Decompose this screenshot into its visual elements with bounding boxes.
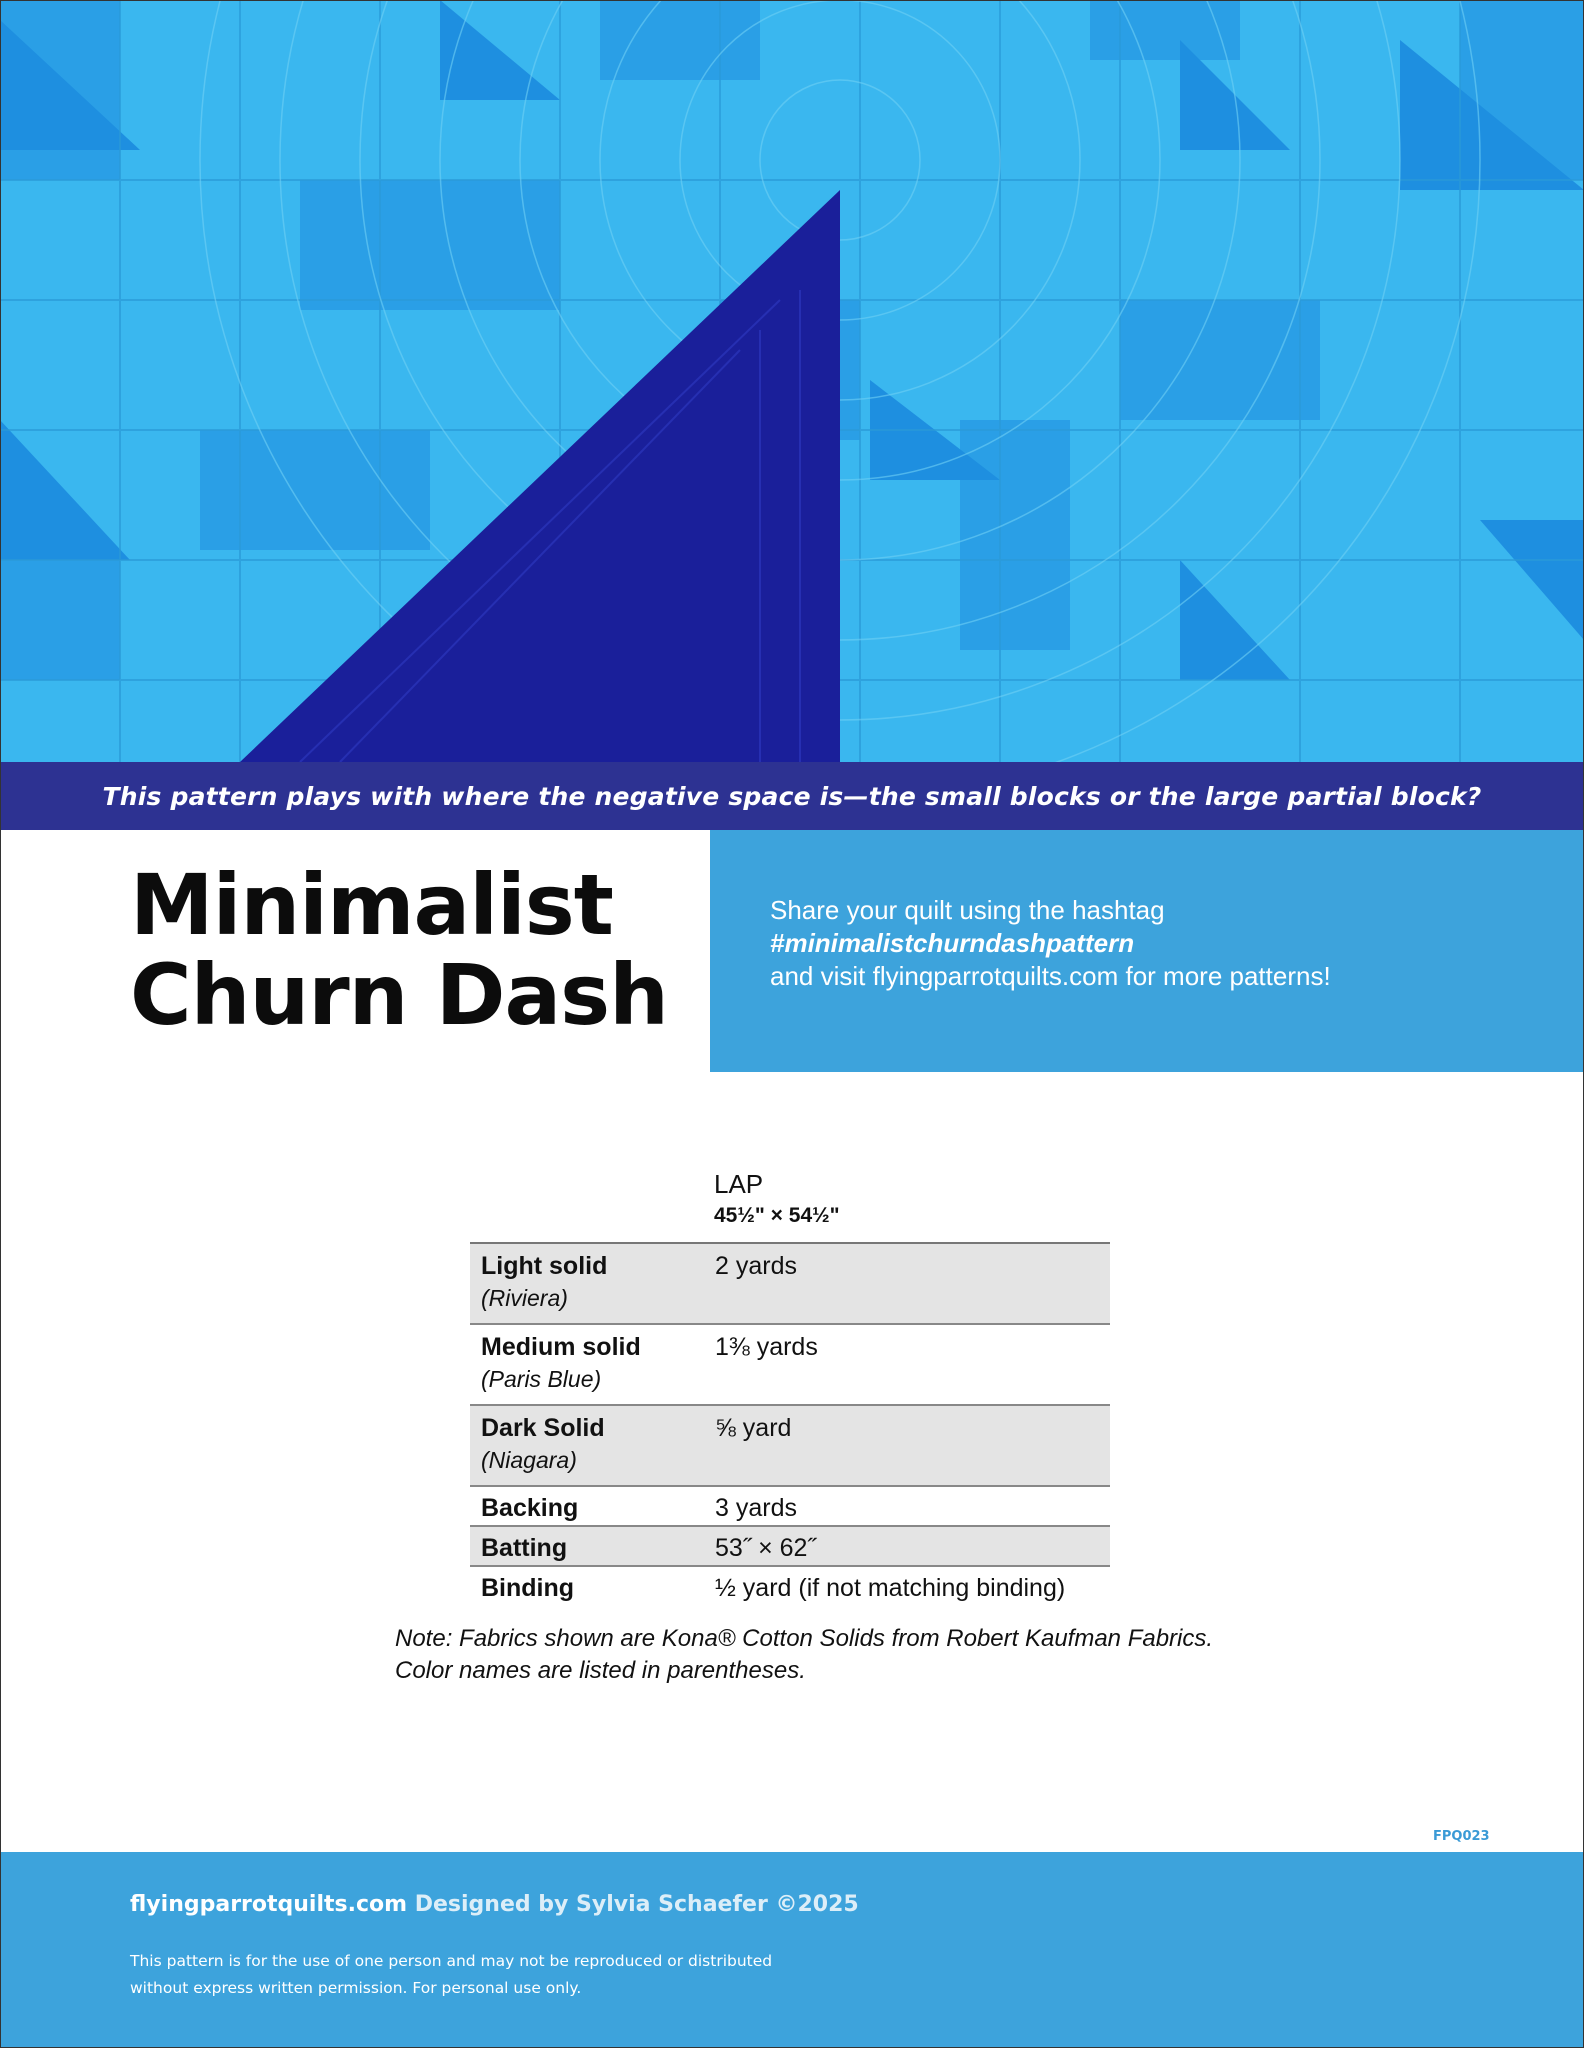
- table-row: [470, 1324, 1110, 1405]
- pattern-code: FPQ023: [1433, 1829, 1490, 1844]
- visit-text: and visit flyingparrotquilts.com for more patterns!: [770, 961, 1331, 991]
- designer-credit: Designed by Sylvia Schaefer ©2025: [414, 1892, 859, 1917]
- legal-notice: [130, 1948, 772, 2002]
- table-row: [470, 1243, 1110, 1324]
- pattern-title: [130, 856, 690, 1044]
- fabric-quantity: ½ yard (if not matching binding): [715, 1574, 1066, 1602]
- table-row: [470, 1486, 1110, 1526]
- table-row: [470, 1405, 1110, 1486]
- note-line-1: Note: Fabrics shown are Kona® Cotton Solids from Robert Kaufman Fabrics.: [395, 1625, 1214, 1652]
- fabric-name: Backing: [481, 1494, 579, 1522]
- quilt-photo: [0, 0, 1584, 762]
- fabric-name: Binding: [481, 1574, 575, 1602]
- footer-credit: [130, 1892, 859, 1917]
- size-dimensions: 45½" × 54½": [714, 1204, 840, 1227]
- fabric-name: Dark Solid: [481, 1414, 605, 1442]
- fabric-quantity: 3 yards: [715, 1494, 797, 1522]
- size-name: LAP: [714, 1169, 764, 1199]
- title-line-1: Minimalist: [130, 856, 613, 954]
- legal-line-1: This pattern is for the use of one person and may not be reproduced or distributed: [130, 1952, 773, 1970]
- table-row: [470, 1566, 1110, 1605]
- website-link[interactable]: flyingparrotquilts.com: [130, 1892, 408, 1917]
- title-line-2: Churn Dash: [130, 946, 668, 1044]
- fabric-name: Batting: [481, 1534, 568, 1562]
- legal-line-2: without express written permission. For personal use only.: [130, 1979, 582, 1997]
- footer: [0, 1852, 1584, 2048]
- fabric-name: Light solid: [481, 1252, 608, 1280]
- fabric-quantity: 2 yards: [715, 1252, 797, 1280]
- share-text: Share your quilt using the hashtag: [770, 895, 1165, 925]
- table-row: [470, 1526, 1110, 1566]
- note-line-2: Color names are listed in parentheses.: [395, 1657, 806, 1684]
- fabric-quantity: 53˝ × 62˝: [715, 1534, 816, 1562]
- fabric-quantity: 1⅜ yards: [715, 1333, 818, 1361]
- share-box: [710, 830, 1584, 1072]
- fabric-quantity: ⅝ yard: [715, 1414, 792, 1442]
- fabric-color: (Riviera): [481, 1285, 568, 1311]
- fabric-name: Medium solid: [481, 1333, 641, 1361]
- fabric-note: [395, 1623, 1213, 1687]
- materials-grid: [470, 1242, 1110, 1605]
- fabric-color: (Niagara): [481, 1447, 577, 1473]
- fabric-color: (Paris Blue): [481, 1366, 602, 1392]
- size-header: [714, 1168, 840, 1228]
- photo-caption: This pattern plays with where the negative space is—the small blocks or the large partial block?: [0, 762, 1584, 830]
- hashtag: #minimalistchurndashpattern: [770, 928, 1135, 958]
